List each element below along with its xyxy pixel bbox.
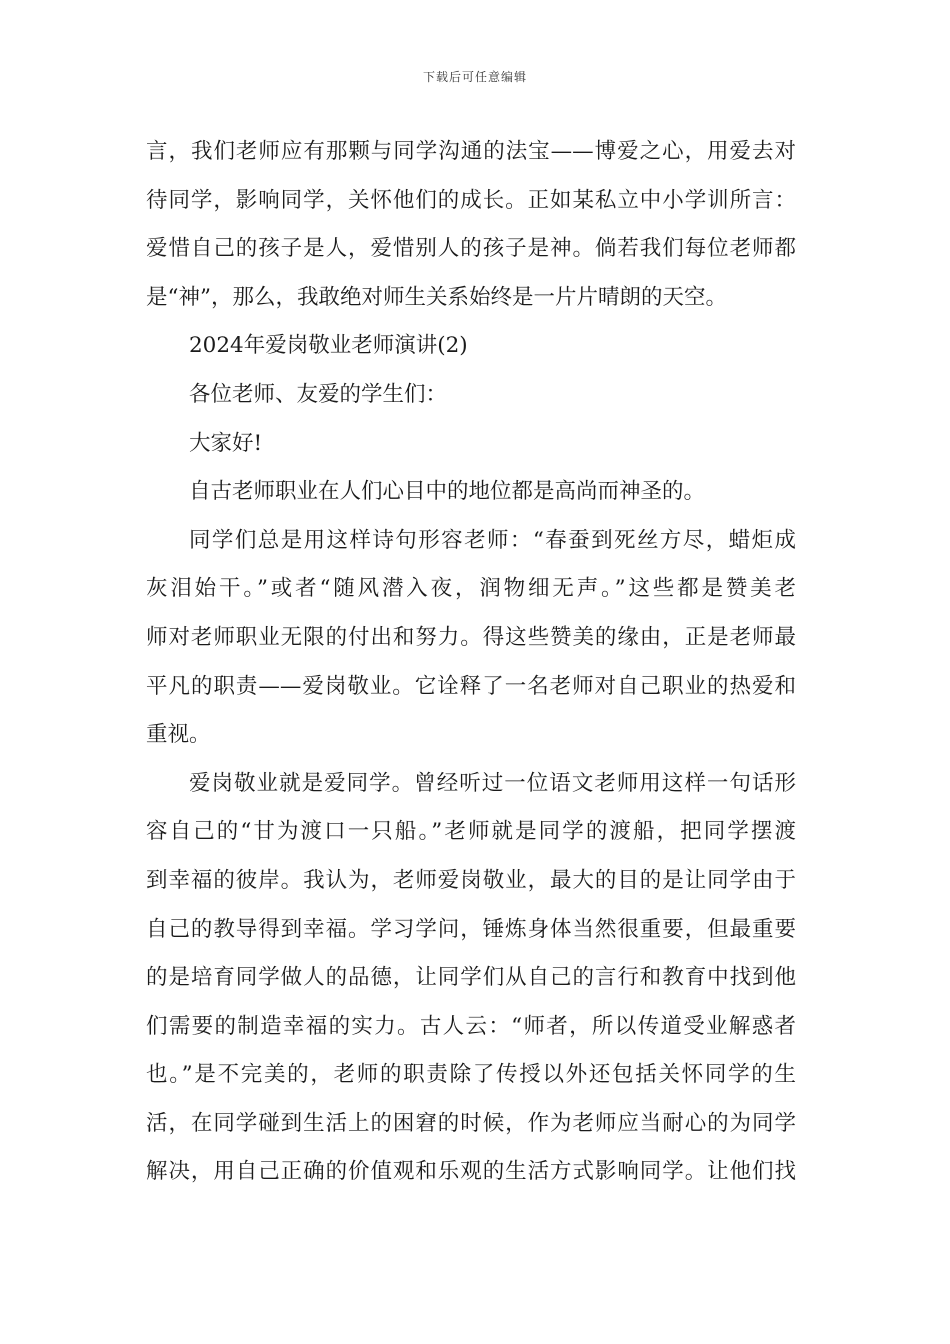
page-header-note: 下载后可任意编辑	[422, 70, 527, 84]
text-line: 爱惜自己的孩子是人，爱惜别人的孩子是神。倘若我们每位老师都	[146, 236, 796, 262]
text-line: 大家好!	[189, 430, 263, 456]
text-line: 活，在同学碰到生活上的困窘的时候，作为老师应当耐心的为同学	[146, 1110, 796, 1136]
text-line: 自古老师职业在人们心目中的地位都是高尚而神圣的。	[189, 479, 706, 505]
text-line: 平凡的职责——爱岗敬业。它诠释了一名老师对自己职业的热爱和	[146, 673, 796, 699]
text-line: 自己的教导得到幸福。学习学问，锤炼身体当然很重要，但最重要	[146, 916, 796, 942]
text-line: 们需要的制造幸福的实力。古人云：“师者，所以传道受业解惑者	[146, 1013, 796, 1039]
text-line: 同学们总是用这样诗句形容老师：“春蚕到死丝方尽，蜡炬成	[189, 527, 796, 553]
text-line: 待同学，影响同学，关怀他们的成长。正如某私立中小学训所言：	[146, 187, 796, 213]
text-line: 言，我们老师应有那颗与同学沟通的法宝——博爱之心，用爱去对	[146, 139, 796, 164]
text-line: 解决，用自己正确的价值观和乐观的生活方式影响同学。让他们找	[146, 1159, 796, 1185]
text-line: 各位老师、友爱的学生们：	[189, 381, 448, 407]
text-line: 师对老师职业无限的付出和努力。得这些赞美的缘由，正是老师最	[146, 624, 796, 650]
text-line: 灰泪始干。”或者“随风潜入夜，润物细无声。”这些都是赞美老	[146, 576, 796, 602]
text-line: 也。”是不完美的，老师的职责除了传授以外还包括关怀同学的生	[146, 1062, 796, 1088]
text-line: 重视。	[146, 722, 211, 748]
text-line: 是“神”，那么，我敢绝对师生关系始终是一片片晴朗的天空。	[146, 284, 727, 310]
text-line: 的是培育同学做人的品德，让同学们从自己的言行和教育中找到他	[146, 965, 796, 991]
text-line: 爱岗敬业就是爱同学。曾经听过一位语文老师用这样一句话形	[189, 770, 796, 796]
document-body	[146, 128, 796, 1197]
text-line: 容自己的“甘为渡口一只船。”老师就是同学的渡船，把同学摆渡	[146, 819, 796, 845]
text-line: 到幸福的彼岸。我认为，老师爱岗敬业，最大的目的是让同学由于	[146, 867, 796, 893]
text-line: 2024年爱岗敬业老师演讲(2)	[189, 333, 468, 359]
